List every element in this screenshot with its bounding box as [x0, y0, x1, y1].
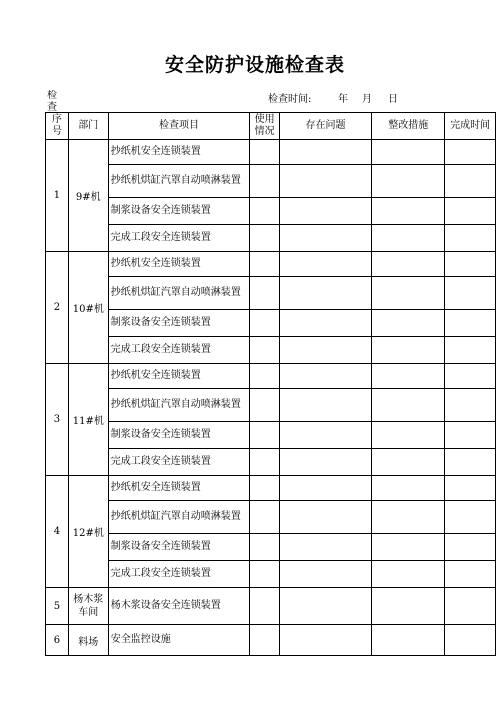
table-header-row: [46, 113, 496, 140]
completion-cell[interactable]: [445, 198, 496, 225]
header-dept: 部门: [68, 113, 108, 140]
seq-cell: 2: [46, 252, 69, 364]
inspection-date-year: 年: [338, 94, 348, 105]
inspection-date-month: 月: [362, 94, 372, 105]
measures-cell[interactable]: [372, 364, 445, 389]
item-cell: 杨木浆设备安全连锁装置: [108, 588, 249, 625]
page-title: 安全防护设施检查表: [164, 54, 345, 76]
usage-cell[interactable]: [250, 389, 280, 422]
inspection-date-day: 日: [388, 94, 398, 105]
issues-cell[interactable]: [280, 476, 372, 501]
issues-cell[interactable]: [280, 310, 372, 337]
usage-cell[interactable]: [250, 337, 280, 364]
usage-cell[interactable]: [250, 364, 280, 389]
usage-cell[interactable]: [250, 561, 280, 588]
header-usage: 使用情况: [250, 113, 280, 140]
item-cell: 抄纸机烘缸汽罩自动喷淋装置: [108, 501, 249, 534]
usage-cell[interactable]: [250, 310, 280, 337]
table-row: [46, 501, 496, 534]
completion-cell[interactable]: [445, 561, 496, 588]
item-cell: 制浆设备安全连锁装置: [108, 198, 249, 225]
issues-cell[interactable]: [280, 534, 372, 561]
item-cell: 抄纸机安全连锁装置: [108, 252, 249, 277]
issues-cell[interactable]: [280, 501, 372, 534]
item-cell: 抄纸机安全连锁装置: [108, 476, 249, 501]
usage-cell[interactable]: [250, 198, 280, 225]
issues-cell[interactable]: [280, 364, 372, 389]
issues-cell[interactable]: [280, 561, 372, 588]
dept-cell: 10#机: [68, 252, 108, 364]
issues-cell[interactable]: [280, 225, 372, 252]
item-cell: 抄纸机烘缸汽罩自动喷淋装置: [108, 389, 249, 422]
table-row: [46, 140, 496, 165]
measures-cell[interactable]: [372, 588, 445, 625]
usage-cell[interactable]: [250, 422, 280, 449]
measures-cell[interactable]: [372, 337, 445, 364]
measures-cell[interactable]: [372, 225, 445, 252]
measures-cell[interactable]: [372, 310, 445, 337]
seq-cell: 4: [46, 476, 69, 588]
table-row: [46, 422, 496, 449]
seq-cell: 1: [46, 140, 69, 252]
measures-cell[interactable]: [372, 252, 445, 277]
dept-cell: 料场: [68, 625, 108, 656]
completion-cell[interactable]: [445, 252, 496, 277]
item-cell: 完成工段安全连锁装置: [108, 225, 249, 252]
issues-cell[interactable]: [280, 277, 372, 310]
table-row: [46, 225, 496, 252]
issues-cell[interactable]: [280, 625, 372, 656]
header-completion: 完成时间: [445, 113, 496, 140]
measures-cell[interactable]: [372, 449, 445, 476]
completion-cell[interactable]: [445, 422, 496, 449]
usage-cell[interactable]: [250, 501, 280, 534]
inspector-label: 检查: [47, 90, 57, 112]
issues-cell[interactable]: [280, 449, 372, 476]
measures-cell[interactable]: [372, 198, 445, 225]
completion-cell[interactable]: [445, 364, 496, 389]
measures-cell[interactable]: [372, 501, 445, 534]
table-row: [46, 534, 496, 561]
header-item: 检查项目: [108, 113, 249, 140]
dept-cell: 9#机: [68, 140, 108, 252]
completion-cell[interactable]: [445, 277, 496, 310]
usage-cell[interactable]: [250, 588, 280, 625]
issues-cell[interactable]: [280, 165, 372, 198]
measures-cell[interactable]: [372, 561, 445, 588]
measures-cell[interactable]: [372, 277, 445, 310]
issues-cell[interactable]: [280, 389, 372, 422]
measures-cell[interactable]: [372, 625, 445, 656]
measures-cell[interactable]: [372, 422, 445, 449]
completion-cell[interactable]: [445, 501, 496, 534]
dept-cell: 11#机: [68, 364, 108, 476]
completion-cell[interactable]: [445, 476, 496, 501]
completion-cell[interactable]: [445, 625, 496, 656]
table-row: [46, 389, 496, 422]
table-row: [46, 625, 496, 656]
item-cell: 完成工段安全连锁装置: [108, 561, 249, 588]
issues-cell[interactable]: [280, 422, 372, 449]
seq-cell: 5: [46, 588, 69, 625]
item-cell: 抄纸机安全连锁装置: [108, 140, 249, 165]
item-cell: 安全监控设施: [108, 625, 249, 656]
measures-cell[interactable]: [372, 389, 445, 422]
usage-cell[interactable]: [250, 449, 280, 476]
usage-cell[interactable]: [250, 277, 280, 310]
usage-cell[interactable]: [250, 625, 280, 656]
issues-cell[interactable]: [280, 252, 372, 277]
issues-cell[interactable]: [280, 588, 372, 625]
usage-cell[interactable]: [250, 534, 280, 561]
usage-cell[interactable]: [250, 165, 280, 198]
usage-cell[interactable]: [250, 225, 280, 252]
measures-cell[interactable]: [372, 476, 445, 501]
completion-cell[interactable]: [445, 310, 496, 337]
item-cell: 完成工段安全连锁装置: [108, 337, 249, 364]
measures-cell[interactable]: [372, 534, 445, 561]
table-row: [46, 588, 496, 625]
item-cell: 制浆设备安全连锁装置: [108, 422, 249, 449]
completion-cell[interactable]: [445, 588, 496, 625]
table-row: [46, 198, 496, 225]
usage-cell[interactable]: [250, 140, 280, 165]
table-row: [46, 337, 496, 364]
table-row: [46, 364, 496, 389]
table-row: [46, 277, 496, 310]
dept-cell: 杨木浆车间: [68, 588, 108, 625]
completion-cell[interactable]: [445, 337, 496, 364]
header-measures: 整改措施: [372, 113, 445, 140]
table-row: [46, 476, 496, 501]
issues-cell[interactable]: [280, 337, 372, 364]
usage-cell[interactable]: [250, 476, 280, 501]
header-issues: 存在问题: [280, 113, 372, 140]
completion-cell[interactable]: [445, 165, 496, 198]
completion-cell[interactable]: [445, 140, 496, 165]
table-row: [46, 561, 496, 588]
completion-cell[interactable]: [445, 225, 496, 252]
item-cell: 抄纸机烘缸汽罩自动喷淋装置: [108, 277, 249, 310]
item-cell: 抄纸机烘缸汽罩自动喷淋装置: [108, 165, 249, 198]
issues-cell[interactable]: [280, 140, 372, 165]
table-row: [46, 310, 496, 337]
measures-cell[interactable]: [372, 140, 445, 165]
dept-cell: 12#机: [68, 476, 108, 588]
seq-cell: 6: [46, 625, 69, 656]
issues-cell[interactable]: [280, 198, 372, 225]
inspection-date-label: 检查时间:: [268, 94, 312, 105]
completion-cell[interactable]: [445, 389, 496, 422]
item-cell: 制浆设备安全连锁装置: [108, 534, 249, 561]
header-seq: 序号: [46, 113, 69, 140]
table-row: [46, 449, 496, 476]
completion-cell[interactable]: [445, 534, 496, 561]
item-cell: 抄纸机安全连锁装置: [108, 364, 249, 389]
item-cell: 制浆设备安全连锁装置: [108, 310, 249, 337]
inspection-table: [45, 112, 496, 656]
measures-cell[interactable]: [372, 165, 445, 198]
completion-cell[interactable]: [445, 449, 496, 476]
table-row: [46, 165, 496, 198]
seq-cell: 3: [46, 364, 69, 476]
usage-cell[interactable]: [250, 252, 280, 277]
table-row: [46, 252, 496, 277]
item-cell: 完成工段安全连锁装置: [108, 449, 249, 476]
